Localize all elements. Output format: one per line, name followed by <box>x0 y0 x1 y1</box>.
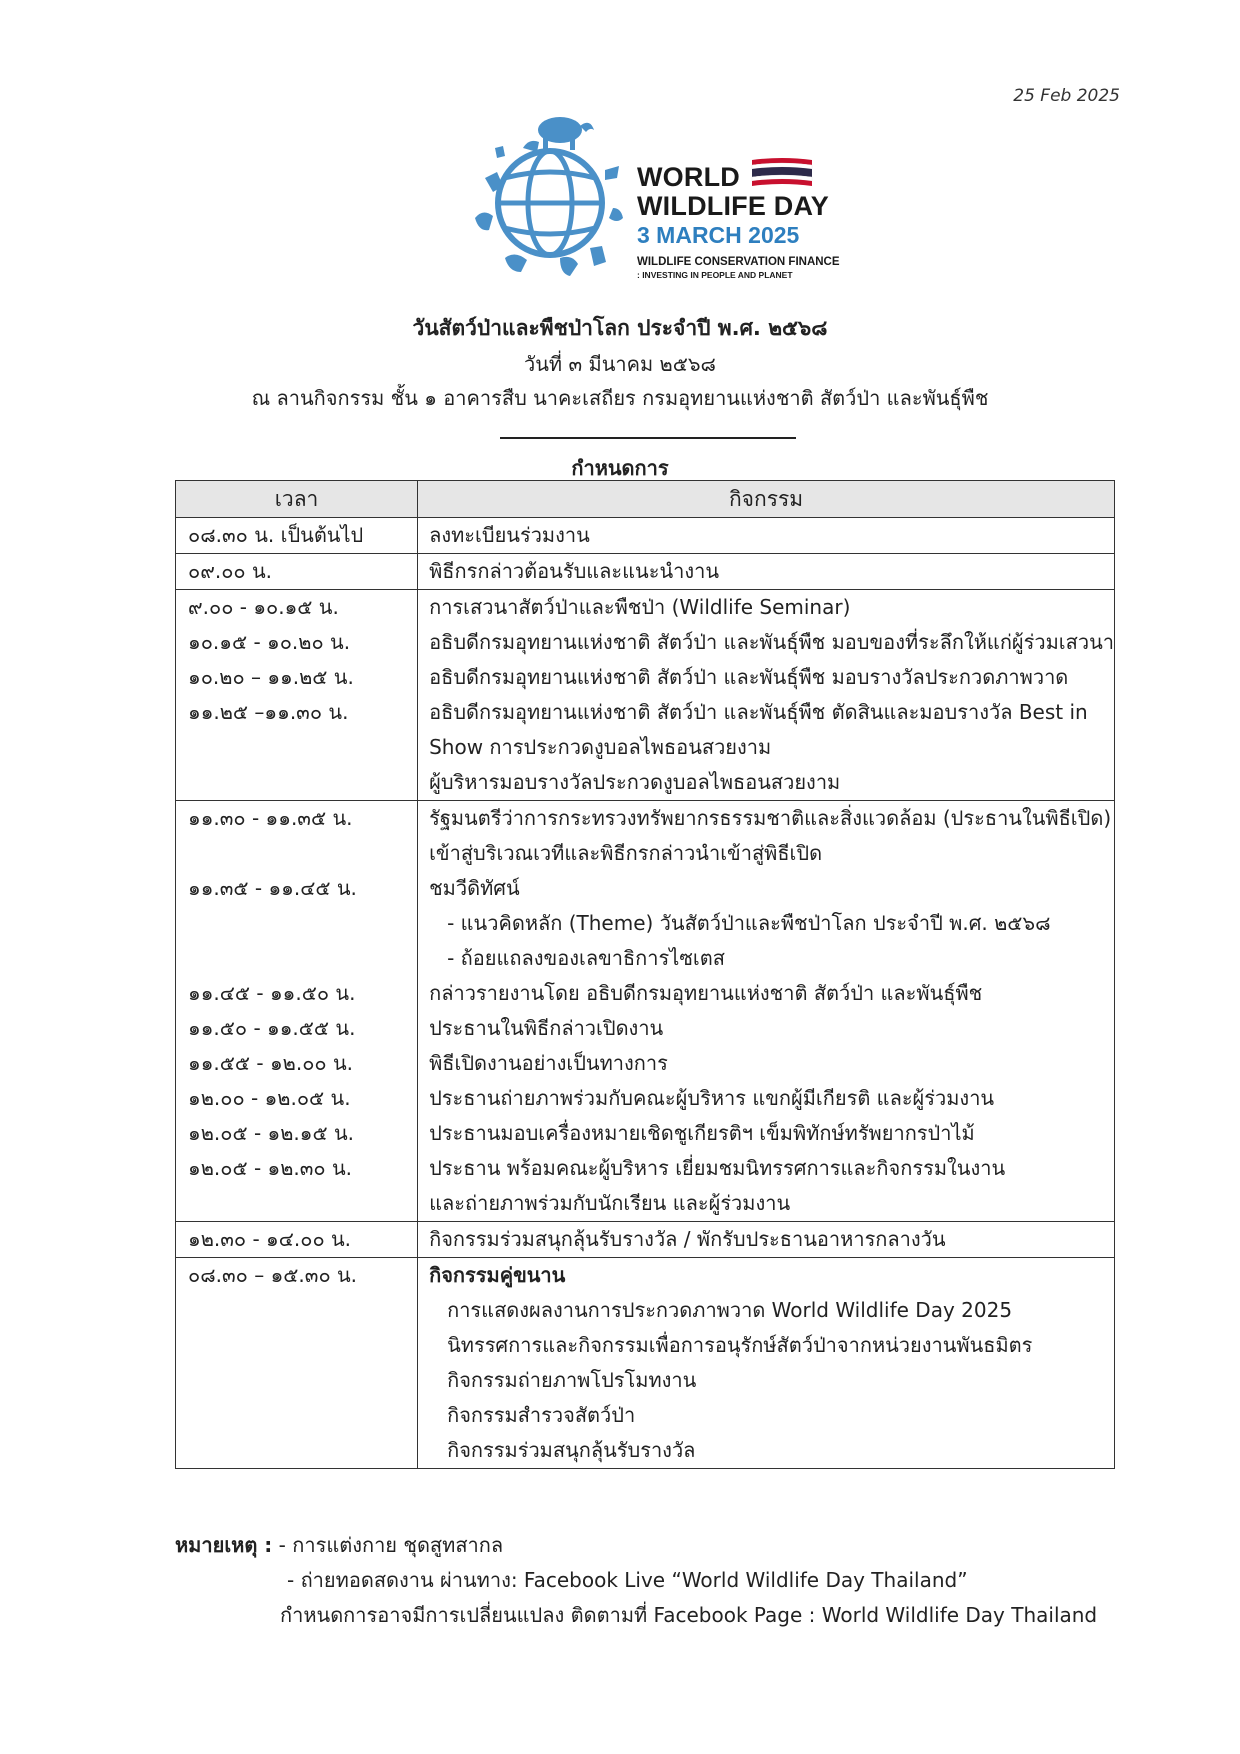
activity-cell <box>418 590 1115 801</box>
note-line-3: กำหนดการอาจมีการเปลี่ยนแปลง ติดตามที่ Facebook Page : World Wildlife Day Thailand <box>280 1603 1098 1627</box>
column-header-time: เวลา <box>176 481 418 518</box>
table-row <box>176 1258 1115 1469</box>
schedule-body <box>176 518 1115 1469</box>
time-text <box>188 1433 417 1468</box>
time-text <box>188 906 417 941</box>
activity-text: กล่าวรายงานโดย อธิบดีกรมอุทยานแห่งชาติ สัตว์ป่า และพันธุ์พืช <box>429 981 983 1005</box>
time-text <box>188 1398 417 1433</box>
logo-text <box>637 163 840 281</box>
activity-text: ประธานในพิธีกล่าวเปิดงาน <box>429 1016 664 1040</box>
activity-text: อธิบดีกรมอุทยานแห่งชาติ สัตว์ป่า และพันธุ์พืช มอบรางวัลประกวดภาพวาด <box>429 665 1069 689</box>
table-row <box>176 1222 1115 1258</box>
activity-text: กิจกรรมร่วมสนุกลุ้นรับรางวัล / พักรับประธานอาหารกลางวัน <box>429 1227 946 1251</box>
event-title: วันสัตว์ป่าและพืชป่าโลก ประจำปี พ.ศ. ๒๕๖๘ <box>412 316 828 340</box>
time-cell <box>176 1258 418 1469</box>
activity-text: ชมวีดิทัศน์ <box>429 876 520 900</box>
activity-text: การเสวนาสัตว์ป่าและพืชป่า (Wildlife Seminar) <box>429 595 851 619</box>
note-line-2: - ถ่ายทอดสดงาน ผ่านทาง: Facebook Live “World Wildlife Day Thailand” <box>287 1568 968 1592</box>
time-text: ๑๐.๒๐ – ๑๑.๒๕ น. <box>188 665 354 689</box>
activity-text: นิทรรศการและกิจกรรมเพื่อการอนุรักษ์สัตว์ป่าจากหน่วยงานพันธมิตร <box>447 1333 1033 1357</box>
time-cell <box>176 590 418 801</box>
time-text <box>188 836 417 871</box>
logo-line-wildlife-day: WILDLIFE DAY <box>637 191 829 221</box>
time-text <box>188 941 417 976</box>
activity-text: พิธีกรกล่าวต้อนรับและแนะนำงาน <box>429 559 720 583</box>
note-dress-code: - การแต่งกาย ชุดสูทสากล <box>278 1533 504 1557</box>
time-text <box>188 1328 417 1363</box>
logo-line-date: 3 MARCH 2025 <box>637 222 800 248</box>
column-header-activity: กิจกรรม <box>418 481 1115 518</box>
table-row <box>176 590 1115 801</box>
activity-text: อธิบดีกรมอุทยานแห่งชาติ สัตว์ป่า และพันธุ์พืช ตัดสินและมอบรางวัล Best in <box>429 700 1088 724</box>
activity-cell <box>418 1222 1115 1258</box>
time-text: ๑๑.๓๐ - ๑๑.๓๕ น. <box>188 806 353 830</box>
schedule-table <box>175 480 1115 1469</box>
time-cell <box>176 554 418 590</box>
activity-text: กิจกรรมร่วมสนุกลุ้นรับรางวัล <box>447 1438 696 1462</box>
time-text: ๑๑.๕๐ - ๑๑.๕๕ น. <box>188 1016 356 1040</box>
activity-text: ผู้บริหารมอบรางวัลประกวดงูบอลไพธอนสวยงาม <box>429 770 841 794</box>
time-text: ๐๘.๓๐ น. เป็นต้นไป <box>188 523 364 547</box>
note-label: หมายเหตุ : <box>175 1533 273 1557</box>
activity-text: อธิบดีกรมอุทยานแห่งชาติ สัตว์ป่า และพันธุ์พืช มอบของที่ระลึกให้แก่ผู้ร่วมเสวนา <box>429 630 1114 654</box>
event-venue: ณ ลานกิจกรรม ชั้น ๑ อาคารสืบ นาคะเสถียร กรมอุทยานแห่งชาติ สัตว์ป่า และพันธุ์พืช <box>251 386 989 410</box>
activity-text: Show การประกวดงูบอลไพธอนสวยงาม <box>429 735 772 759</box>
activity-text: ลงทะเบียนร่วมงาน <box>429 523 590 547</box>
time-text <box>188 765 417 800</box>
activity-text: เข้าสู่บริเวณเวทีและพิธีกรกล่าวนำเข้าสู่พิธีเปิด <box>429 841 823 865</box>
activity-text: พิธีเปิดงานอย่างเป็นทางการ <box>429 1051 668 1075</box>
time-text: ๑๑.๔๕ - ๑๑.๕๐ น. <box>188 981 356 1005</box>
time-cell <box>176 801 418 1222</box>
note-line-1 <box>175 1528 1097 1563</box>
event-date: วันที่ ๓ มีนาคม ๒๕๖๘ <box>524 352 716 376</box>
world-wildlife-day-logo <box>465 108 865 283</box>
time-text: ๑๒.๐๕ - ๑๒.๓๐ น. <box>188 1156 353 1180</box>
time-text: ๐๘.๓๐ – ๑๕.๓๐ น. <box>188 1263 358 1287</box>
activity-text: - แนวคิดหลัก (Theme) วันสัตว์ป่าและพืชป่าโลก ประจำปี พ.ศ. ๒๕๖๘ <box>447 911 1051 935</box>
time-cell <box>176 1222 418 1258</box>
activity-text: กิจกรรมสำรวจสัตว์ป่า <box>447 1403 636 1427</box>
activity-cell <box>418 554 1115 590</box>
time-text: ๐๙.๐๐ น. <box>188 559 273 583</box>
time-text: ๑๑.๓๕ - ๑๑.๔๕ น. <box>188 876 357 900</box>
activity-text: กิจกรรมคู่ขนาน <box>429 1263 566 1287</box>
time-text: ๑๒.๐๕ - ๑๒.๑๕ น. <box>188 1121 354 1145</box>
time-text <box>188 730 417 765</box>
time-text <box>188 1186 417 1221</box>
table-row <box>176 801 1115 1222</box>
time-text: ๑๒.๐๐ - ๑๒.๐๕ น. <box>188 1086 351 1110</box>
time-cell <box>176 518 418 554</box>
document-date: 25 Feb 2025 <box>1013 86 1120 106</box>
activity-cell <box>418 801 1115 1222</box>
activity-cell <box>418 518 1115 554</box>
time-text <box>188 1363 417 1398</box>
logo-line-theme: WILDLIFE CONSERVATION FINANCE <box>637 256 840 268</box>
time-text: ๑๒.๓๐ - ๑๔.๐๐ น. <box>188 1227 352 1251</box>
activity-text: และถ่ายภาพร่วมกับนักเรียน และผู้ร่วมงาน <box>429 1191 791 1215</box>
notes <box>175 1528 1097 1633</box>
time-text <box>188 1293 417 1328</box>
time-text: ๙.๐๐ - ๑๐.๑๕ น. <box>188 595 339 619</box>
activity-text: ประธานมอบเครื่องหมายเชิดชูเกียรติฯ เข็มพิทักษ์ทรัพยากรป่าไม้ <box>429 1121 975 1145</box>
agenda-title: กำหนดการ <box>571 456 669 480</box>
time-text: ๑๐.๑๕ - ๑๐.๒๐ น. <box>188 630 351 654</box>
globe-with-wildlife-icon <box>465 108 635 283</box>
table-row <box>176 554 1115 590</box>
divider <box>500 437 796 439</box>
activity-text: กิจกรรมถ่ายภาพโปรโมทงาน <box>447 1368 697 1392</box>
activity-text: ประธานถ่ายภาพร่วมกับคณะผู้บริหาร แขกผู้มีเกียรติ และผู้ร่วมงาน <box>429 1086 995 1110</box>
activity-cell <box>418 1258 1115 1469</box>
activity-text: การแสดงผลงานการประกวดภาพวาด World Wildlife Day 2025 <box>447 1298 1013 1322</box>
time-text: ๑๑.๒๕ –๑๑.๓๐ น. <box>188 700 349 724</box>
logo-line-subtheme: : INVESTING IN PEOPLE AND PLANET <box>637 270 793 280</box>
activity-text: รัฐมนตรีว่าการกระทรวงทรัพยากรธรรมชาติและสิ่งแวดล้อม (ประธานในพิธีเปิด) <box>429 806 1112 830</box>
table-row <box>176 518 1115 554</box>
logo-line-world: WORLD <box>637 162 740 192</box>
activity-text: - ถ้อยแถลงของเลขาธิการไซเตส <box>447 946 725 970</box>
time-text: ๑๑.๕๕ - ๑๒.๐๐ น. <box>188 1051 353 1075</box>
activity-text: ประธาน พร้อมคณะผู้บริหาร เยี่ยมชมนิทรรศการและกิจกรรมในงาน <box>429 1156 1006 1180</box>
